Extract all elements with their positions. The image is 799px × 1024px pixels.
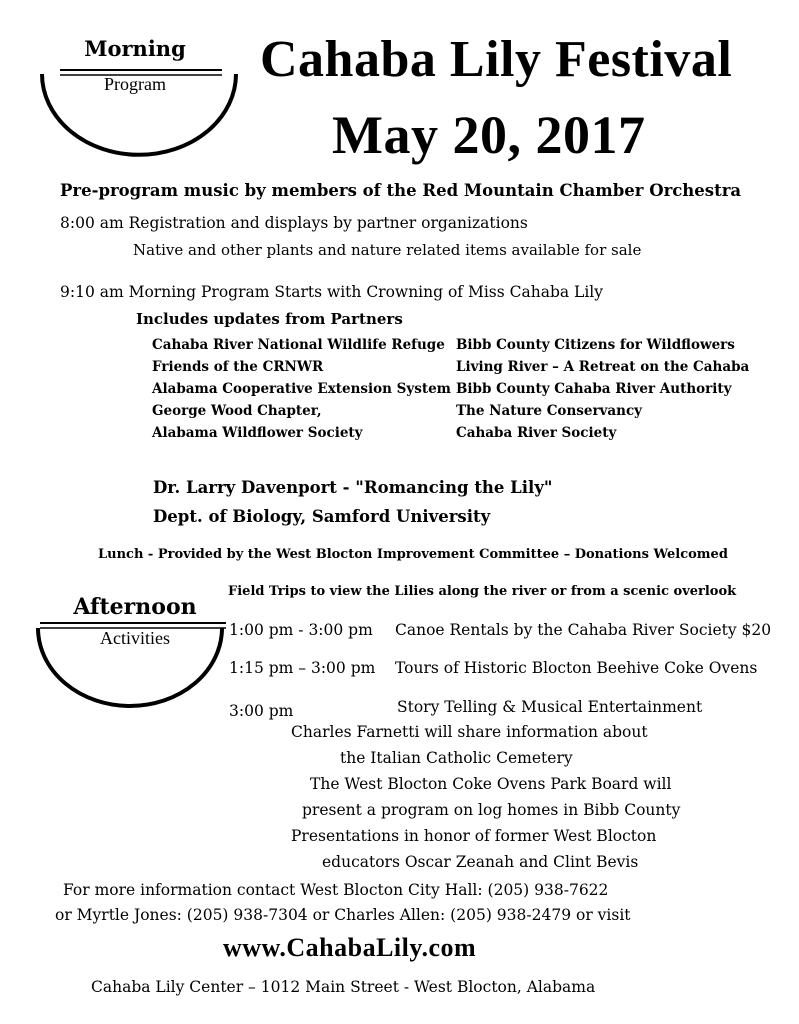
list-item: Bibb County Citizens for Wildflowers bbox=[456, 337, 735, 353]
partners-heading: Includes updates from Partners bbox=[136, 310, 403, 328]
afternoon-badge-title: Afternoon bbox=[73, 594, 197, 620]
detail-line: the Italian Catholic Cemetery bbox=[340, 749, 573, 767]
contact-line-1: For more information contact West Blocton City Hall: (205) 938-7622 bbox=[63, 881, 609, 899]
detail-line: Presentations in honor of former West Blocton bbox=[291, 827, 657, 845]
pre-program-music: Pre-program music by members of the Red Mountain Chamber Orchestra bbox=[60, 181, 742, 200]
website-link[interactable]: www.CahabaLily.com bbox=[223, 933, 477, 962]
afternoon-activities-badge bbox=[36, 590, 236, 730]
afternoon-badge-subtitle: Activities bbox=[100, 628, 170, 648]
morning-program-start: 9:10 am Morning Program Starts with Crowning of Miss Cahaba Lily bbox=[60, 283, 603, 301]
morning-badge-title: Morning bbox=[84, 36, 186, 61]
event-date: May 20, 2017 bbox=[332, 105, 646, 165]
list-item: Cahaba River National Wildlife Refuge bbox=[152, 337, 445, 353]
list-item: The Nature Conservancy bbox=[456, 403, 643, 419]
speaker-name: Dr. Larry Davenport - "Romancing the Lily" bbox=[153, 478, 553, 497]
contact-line-2: or Myrtle Jones: (205) 938-7304 or Charles Allen: (205) 938-2479 or visit bbox=[55, 906, 631, 924]
schedule-time: 3:00 pm bbox=[229, 702, 294, 720]
schedule-activity: Tours of Historic Blocton Beehive Coke Ovens bbox=[395, 659, 758, 677]
detail-line: The West Blocton Coke Ovens Park Board will bbox=[310, 775, 672, 793]
speaker-affiliation: Dept. of Biology, Samford University bbox=[153, 507, 491, 526]
registration-line: 8:00 am Registration and displays by partner organizations bbox=[60, 214, 528, 232]
list-item: Alabama Cooperative Extension System bbox=[152, 381, 451, 397]
list-item: Living River – A Retreat on the Cahaba bbox=[456, 359, 750, 375]
schedule-time: 1:00 pm - 3:00 pm bbox=[229, 621, 373, 639]
list-item: Alabama Wildflower Society bbox=[152, 425, 363, 441]
list-item: George Wood Chapter, bbox=[152, 403, 322, 419]
schedule-activity: Story Telling & Musical Entertainment bbox=[397, 698, 703, 716]
list-item: Cahaba River Society bbox=[456, 425, 617, 441]
list-item: Bibb County Cahaba River Authority bbox=[456, 381, 732, 397]
page-title: Cahaba Lily Festival bbox=[260, 31, 733, 88]
detail-line: present a program on log homes in Bibb County bbox=[302, 801, 681, 819]
plants-for-sale: Native and other plants and nature related items available for sale bbox=[133, 241, 642, 259]
detail-line: Charles Farnetti will share information about bbox=[291, 723, 648, 741]
detail-line: educators Oscar Zeanah and Clint Bevis bbox=[322, 853, 639, 871]
lunch-note: Lunch - Provided by the West Blocton Improvement Committee – Donations Welcomed bbox=[98, 547, 728, 562]
morning-badge-subtitle: Program bbox=[104, 74, 166, 94]
schedule-activity: Canoe Rentals by the Cahaba River Society $20 bbox=[395, 621, 772, 639]
list-item: Friends of the CRNWR bbox=[152, 359, 324, 375]
schedule-time: 1:15 pm – 3:00 pm bbox=[229, 659, 376, 677]
morning-program-badge bbox=[40, 30, 240, 170]
address: Cahaba Lily Center – 1012 Main Street - West Blocton, Alabama bbox=[91, 978, 596, 996]
field-trips-note: Field Trips to view the Lilies along the river or from a scenic overlook bbox=[228, 584, 737, 599]
